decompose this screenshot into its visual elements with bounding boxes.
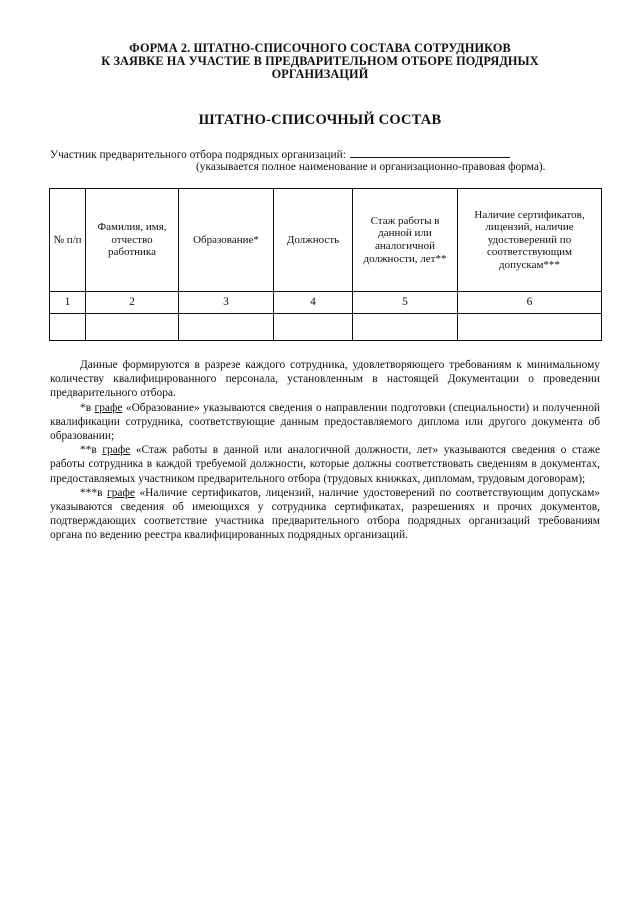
header-cell-experience: Стаж работы в данной или аналогичной должности, лет** [353,189,458,292]
header-cell-position: Должность [274,189,353,292]
note-paragraph-2 [50,401,600,444]
empty-cell[interactable] [353,314,458,341]
empty-cell[interactable] [458,314,602,341]
form-title-line-3: ОРГАНИЗАЦИЙ [271,67,369,81]
participant-line [50,147,510,161]
participant-name-blank[interactable] [350,147,510,158]
note-mark: **в [80,444,103,457]
header-cell-certificates: Наличие сертификатов, лицензий, наличие удостоверений по соответствующим допускам*** [458,189,602,292]
header-cell-education: Образование* [179,189,274,292]
note-paragraph-3 [50,443,600,486]
column-number-cell: 4 [274,292,353,314]
participant-label: Участник предварительного отбора подрядных организаций: [50,149,346,161]
column-number-cell: 3 [179,292,274,314]
column-number-cell: 1 [50,292,86,314]
note-text: «Образование» указываются сведения о направлении подготовки (специальности) и полученной квалификации сотрудника, соответствующие данным предоставляемого диплома или другого документа об образовании; [50,401,600,443]
column-number-cell: 6 [458,292,602,314]
header-cell-number: № п/п [50,189,86,292]
note-paragraph-1: Данные формируются в разрезе каждого сотрудника, удовлетворяющего требованиям к минимальному количеству квалифицированного персонала, установленным в настоящей Документации о проведении предварительного отбора. [50,359,600,400]
empty-cell[interactable] [86,314,179,341]
form-title [60,42,580,81]
empty-cell[interactable] [50,314,86,341]
column-number-cell: 5 [353,292,458,314]
note-paragraph-4 [50,486,600,543]
note-text: «Наличие сертификатов, лицензий, наличие удостоверений по соответствующим допускам» указываются сведения об имеющихся у сотрудника сертификатах, разрешениях и прочих документов, подтверждающих соответствие участника предварительного отбора подрядных организаций требованиям органа по ведению реестра квалифицированных подрядных организаций. [50,486,601,542]
participant-note: (указывается полное наименование и организационно-правовая форма). [196,161,546,173]
table-header-row [50,189,602,292]
form-title-line-1: ФОРМА 2. ШТАТНО-СПИСОЧНОГО СОСТАВА СОТРУДНИКОВ [129,41,511,55]
note-mark: ***в [80,486,108,499]
note-link-grafe[interactable]: графе [94,401,123,414]
column-number-cell: 2 [86,292,179,314]
empty-cell[interactable] [179,314,274,341]
empty-cell[interactable] [274,314,353,341]
notes-section [50,358,600,543]
note-mark: *в [80,401,95,414]
note-text: «Стаж работы в данной или аналогичной должности, лет» указываются сведения о стаже работы сотрудника в каждой требуемой должности, которые должны соответствовать сведениям в документах, предоставляемых участником предварительного отбора (трудовых книжках, дипломам, трудовым договорам); [50,444,600,485]
note-link-grafe[interactable]: графе [102,444,131,457]
column-numbers-row [50,292,602,314]
table-row [50,314,602,341]
note-link-grafe[interactable]: графе [107,486,135,499]
main-title: ШТАТНО-СПИСОЧНЫЙ СОСТАВ [198,112,442,128]
form-title-line-2: К ЗАЯВКЕ НА УЧАСТИЕ В ПРЕДВАРИТЕЛЬНОМ ОТБОРЕ ПОДРЯДНЫХ [101,54,539,68]
staff-table [49,188,602,341]
header-cell-name: Фамилия, имя, отчество работника [86,189,179,292]
